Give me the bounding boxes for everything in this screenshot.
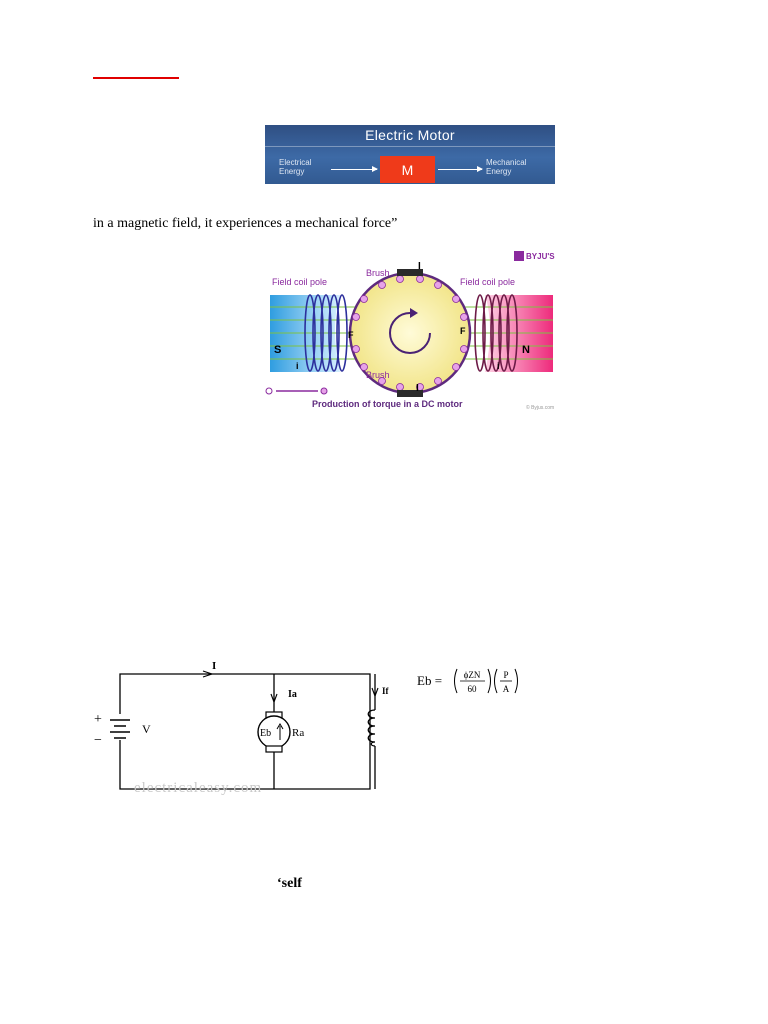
self-text: ‘self [277,876,302,891]
supply-current-label: I [212,660,217,672]
banner-left-label [279,158,311,176]
figure-credit: © Byjus.com [526,405,555,411]
field-current-right-label: i [497,361,500,371]
brush-bottom-label: Brush [366,370,390,380]
right-pole-label: Field coil pole [460,277,516,287]
banner-left-label-line2: Energy [279,167,305,176]
banner-right-arrow [438,169,482,170]
back-emf-label: Eb [260,728,272,739]
motor-box: M [380,156,435,183]
banner-left-arrow [331,169,377,170]
banner-title: Electric Motor [365,127,455,143]
electric-motor-banner [265,125,555,184]
armature-resistance-label: Ra [292,727,305,739]
banner-divider [265,146,555,147]
bottom-brush [397,390,423,397]
dc-shunt-motor-circuit [90,652,390,800]
paren-close-2 [515,669,518,693]
body-sentence: in a magnetic field, it experiences a mechanical force” [93,216,398,231]
force-left-label: F [348,330,354,340]
current-top-label: I [418,261,421,272]
circuit-wires [120,674,375,789]
south-label: S [274,344,282,356]
frac1-denominator: 60 [467,684,477,694]
current-bottom-label: I [416,383,419,394]
legend-symbols [266,388,327,394]
field-coil-inductor [368,710,375,746]
force-right-label: F [460,326,466,336]
frac2-denominator: A [502,684,510,694]
paren-open-1 [455,669,458,693]
banner-right-label [486,158,526,176]
dc-motor-torque-figure [260,247,563,414]
equation-lhs: Eb = [417,673,443,688]
field-current-label: If [382,686,389,696]
banner-left-label-line1: Electrical [279,158,312,167]
battery-symbol [110,720,130,738]
armature-brush-bottom [266,746,282,752]
voltage-label: V [142,722,151,736]
frac1-numerator: ϕZN [463,670,481,680]
red-underline-rule [93,77,179,79]
figure-caption: Production of torque in a DC motor [312,399,463,409]
armature-current-label: Ia [288,689,297,700]
brand-name: BYJU'S [526,252,555,261]
byjus-logo [514,251,555,261]
field-current-left-label: i [296,361,299,371]
watermark: electricaleasy.com [134,780,263,796]
north-label: N [522,344,530,356]
left-pole-label: Field coil pole [272,277,328,287]
banner-right-label-line1: Mechanical [486,158,527,167]
minus-sign: − [94,733,102,748]
frac2-numerator: P [503,670,509,680]
brush-top-label: Brush [366,268,390,278]
banner-right-label-line2: Energy [486,167,512,176]
plus-sign: + [94,712,102,727]
paren-open-2 [495,669,498,693]
back-emf-equation [415,664,525,698]
paren-close-1 [488,669,491,693]
